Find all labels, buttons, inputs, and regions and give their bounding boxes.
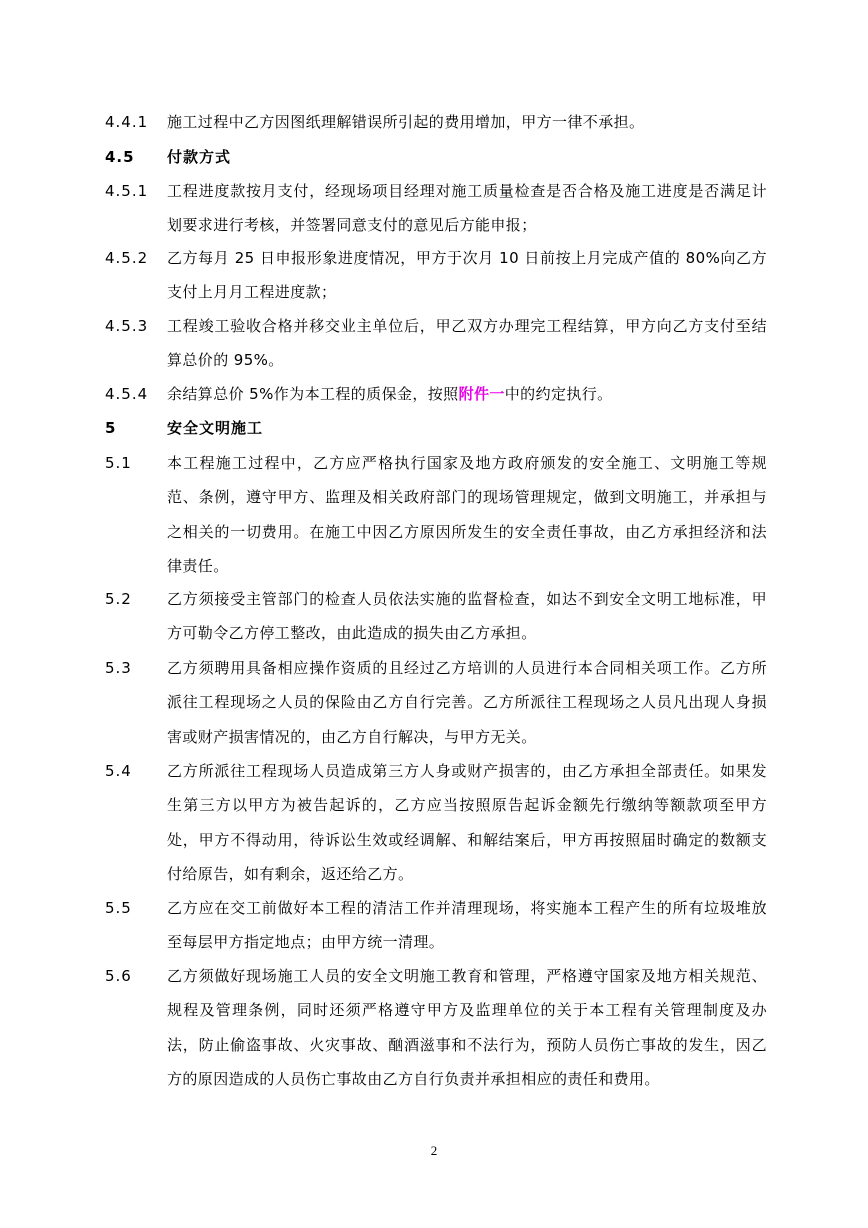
section-heading: 付款方式 xyxy=(167,148,232,166)
clause-text: 乙方须接受主管部门的检查人员依法实施的监督检查，如达不到安全文明工地标准，甲方可勒令乙方停工整改，由此造成的损失由乙方承担。 xyxy=(167,590,767,643)
clause-number: 4.5.3 xyxy=(105,317,149,335)
clause-text-before: 余结算总价 5%作为本工程的质保金，按照 xyxy=(167,385,459,403)
clause-number: 5.2 xyxy=(105,590,132,608)
section-heading: 安全文明施工 xyxy=(167,419,264,437)
clause-text: 本工程施工过程中，乙方应严格执行国家及地方政府颁发的安全施工、文明施工等规范、条例，遵守甲方、监理及相关政府部门的现场管理规定，做到文明施工，并承担与之相关的一切费用。在施工中因乙方原因所发生的安全责任事故，由乙方承担经济和法律责任。 xyxy=(167,454,767,575)
section-number: 4.5 xyxy=(105,148,135,166)
clause-text: 乙方应在交工前做好本工程的清洁工作并清理现场，将实施本工程产生的所有垃圾堆放至每层甲方指定地点；由甲方统一清理。 xyxy=(167,899,767,952)
clause-text: 乙方须聘用具备相应操作资质的且经过乙方培训的人员进行本合同相关项工作。乙方所派往工程现场之人员的保险由乙方自行完善。乙方所派往工程现场之人员凡出现人身损害或财产损害情况的，由乙方自行解决，与甲方无关。 xyxy=(167,659,767,746)
clause-number: 4.5.1 xyxy=(105,182,149,200)
page-number: 2 xyxy=(430,1143,438,1158)
clause-text: 施工过程中乙方因图纸理解错误所引起的费用增加，甲方一律不承担。 xyxy=(167,113,645,131)
clause-number: 4.5.4 xyxy=(105,385,149,403)
clause-number: 5.4 xyxy=(105,762,132,780)
clause-text: 乙方每月 25 日申报形象进度情况，甲方于次月 10 日前按上月完成产值的 80%向乙方支付上月月工程进度款； xyxy=(167,249,767,302)
clause-number: 4.5.2 xyxy=(105,249,149,267)
clause-text: 工程竣工验收合格并移交业主单位后，甲乙双方办理完工程结算，甲方向乙方支付至结算总价的 95%。 xyxy=(167,317,767,370)
clause-text: 乙方须做好现场施工人员的安全文明施工教育和管理，严格遵守国家及地方相关规范、规程及管理条例，同时还须严格遵守甲方及监理单位的关于本工程有关管理制度及办法，防止偷盗事故、火灾事故、酗酒滋事和不法行为，预防人员伤亡事故的发生，因乙方的原因造成的人员伤亡事故由乙方自行负责并承担相应的责任和费用。 xyxy=(167,967,767,1088)
clause-number: 4.4.1 xyxy=(105,113,149,131)
clause-number: 5.5 xyxy=(105,899,132,917)
clause-number: 5.3 xyxy=(105,659,132,677)
clause-number: 5.6 xyxy=(105,967,132,985)
appendix-reference: 附件一 xyxy=(458,385,505,403)
clause-text-after: 中的约定执行。 xyxy=(504,385,613,403)
clause-text xyxy=(167,377,767,411)
clause-text: 工程进度款按月支付，经现场项目经理对施工质量检查是否合格及施工进度是否满足计划要求进行考核，并签署同意支付的意见后方能申报； xyxy=(167,182,767,235)
clause-text: 乙方所派往工程现场人员造成第三方人身或财产损害的，由乙方承担全部责任。如果发生第三方以甲方为被告起诉的，乙方应当按照原告起诉金额先行缴纳等额款项至甲方处，甲方不得动用，待诉讼生效或经调解、和解结案后，甲方再按照届时确定的数额支付给原告，如有剩余，返还给乙方。 xyxy=(167,762,767,883)
clause-number: 5.1 xyxy=(105,454,132,472)
section-number: 5 xyxy=(105,419,117,437)
